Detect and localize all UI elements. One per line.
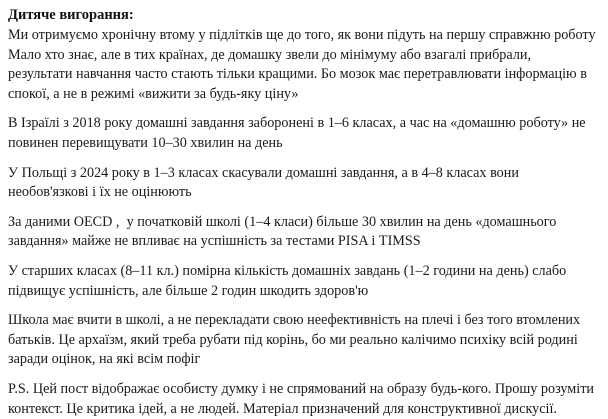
paragraph-2: В Ізраїлі з 2018 року домашні завдання заборонені в 1–6 класах, а час на «домашню роботу» не повинен перевищувати 10–30 хвилин на день (8, 115, 590, 151)
paragraph-1: Ми отримуємо хронічну втому у підлітків ще до того, як вони підуть на першу справжню роботу Мало хто знає, але в тих країнах, де домашку звели до мінімуму або взагалі прибрали, результати навчання часто стають тільки кращими. Бо мозок має перетравлювати інформацію в спокої, а не в режимі «вижити за будь-яку ціну» (8, 27, 607, 102)
paragraph-3: У Польщі з 2024 року в 1–3 класах скасували домашні завдання, а в 4–8 класах вони необов'язкові і їх не оцінюють (8, 164, 523, 201)
paragraph-5: У старших класах (8–11 кл.) помірна кількість домашніх завдань (1–2 години на день) слабо підвищує успішність, але більше 2 годин шкодить здоров'ю (8, 262, 570, 299)
paragraph-4: За даними OECD , у початковій школі (1–4 класи) більше 30 хвилин на день «домашнього завдання» майже не впливає на успішність за тестами PISA і TIMSS (8, 213, 560, 250)
paragraph-6: Школа має вчити в школі, а не перекладати свою неефективність на плечі і без того втомлених батьків. Це архаїзм, який треба рубати під корінь, бо ми реально калічимо психіку всій родині заради оцінок, на які всім пофіг (8, 312, 584, 368)
page-title: Дитяче вигорання: (8, 7, 134, 23)
paragraph-postscript: P.S. Цей пост відображає особисту думку і не спрямований на образу будь-кого. Прошу розуміти контекст. Це критика ідей, а не людей. Матеріал призначений для конструктивної дискусії. (8, 380, 598, 417)
